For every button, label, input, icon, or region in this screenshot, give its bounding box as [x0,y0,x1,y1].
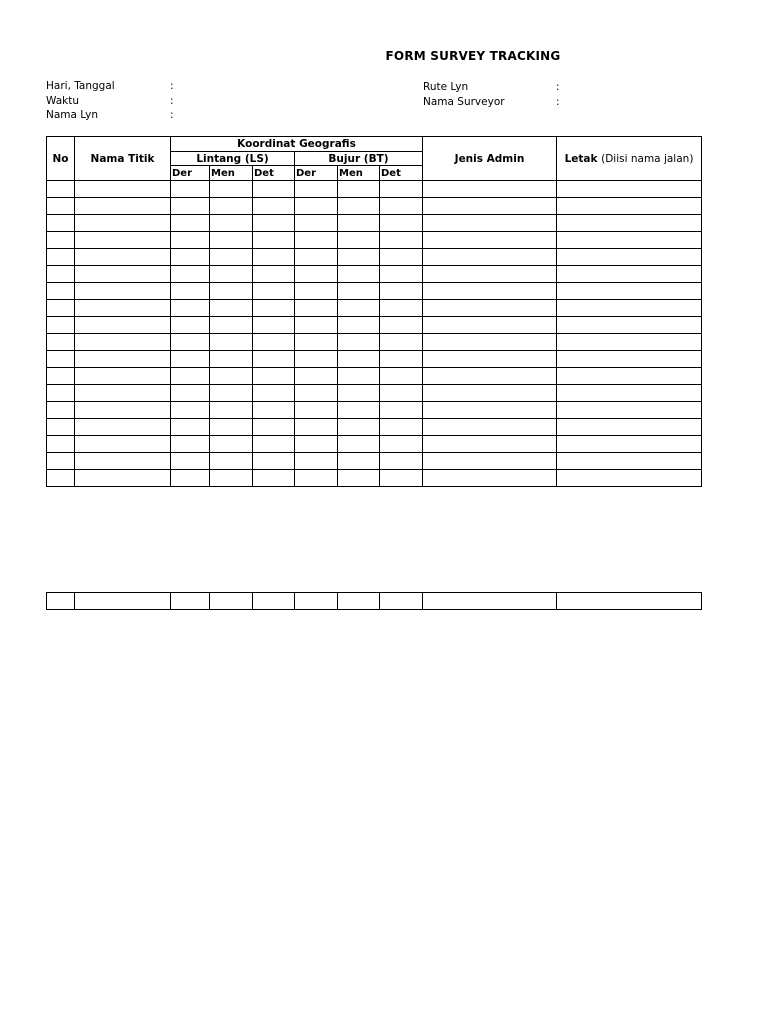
meta-field-rute-lyn [423,80,623,95]
meta-colon: : [170,94,174,107]
table-cell[interactable] [295,385,338,402]
table-cell[interactable] [171,334,210,351]
table-cell[interactable] [338,368,380,385]
table-cell[interactable] [338,215,380,232]
table-cell[interactable] [380,300,423,317]
table-cell[interactable] [253,385,295,402]
table-cell[interactable] [423,470,557,487]
table-cell[interactable] [295,266,338,283]
table-cell[interactable] [47,181,75,198]
table-cell[interactable] [47,215,75,232]
table-cell[interactable] [423,266,557,283]
table-cell[interactable] [423,334,557,351]
table-cell[interactable] [380,402,423,419]
table-cell[interactable] [47,419,75,436]
table-cell[interactable] [210,593,253,610]
table-cell[interactable] [423,181,557,198]
header-letak-note: (Diisi nama jalan) [601,152,694,165]
table-cell[interactable] [210,334,253,351]
table-cell[interactable] [47,470,75,487]
table-cell[interactable] [380,283,423,300]
table-cell[interactable] [557,453,702,470]
table-row [47,368,702,385]
table-cell[interactable] [338,453,380,470]
table-cell[interactable] [423,283,557,300]
table-row [47,351,702,368]
table-cell[interactable] [253,453,295,470]
table-row [47,266,702,283]
table-cell[interactable] [338,300,380,317]
table-cell[interactable] [557,300,702,317]
table-cell[interactable] [557,215,702,232]
table-cell[interactable] [75,334,171,351]
meta-colon: : [556,81,560,93]
table-cell[interactable] [295,317,338,334]
table-cell[interactable] [557,470,702,487]
header-koordinat-geografis: Koordinat Geografis [171,137,423,152]
table-cell[interactable] [210,181,253,198]
table-cell[interactable] [380,266,423,283]
table-cell[interactable] [171,181,210,198]
table-cell[interactable] [75,470,171,487]
table-cell[interactable] [253,181,295,198]
table-cell[interactable] [171,385,210,402]
table-row [47,198,702,215]
table-cell[interactable] [557,283,702,300]
table-row [47,317,702,334]
table-cell[interactable] [210,249,253,266]
table-cell[interactable] [171,317,210,334]
table-cell[interactable] [210,300,253,317]
table-cell[interactable] [423,215,557,232]
table-cell[interactable] [338,181,380,198]
table-cell[interactable] [171,215,210,232]
meta-label: Rute Lyn [423,81,469,93]
table-cell[interactable] [380,181,423,198]
meta-colon: : [170,80,174,92]
table-cell[interactable] [210,470,253,487]
table-cell[interactable] [47,249,75,266]
header-letak [557,137,702,181]
table-cell[interactable] [380,368,423,385]
table-cell[interactable] [47,300,75,317]
table-cell[interactable] [380,198,423,215]
table-cell[interactable] [557,385,702,402]
table-cell[interactable] [557,317,702,334]
table-cell[interactable] [557,436,702,453]
table-cell[interactable] [171,402,210,419]
table-cell[interactable] [47,402,75,419]
table-cell[interactable] [253,266,295,283]
table-cell[interactable] [557,419,702,436]
table-cell[interactable] [338,249,380,266]
table-cell[interactable] [557,249,702,266]
header-letak-label: Letak [564,152,598,165]
table-cell[interactable] [380,419,423,436]
table-cell[interactable] [253,300,295,317]
header-lintang-der: Der [171,166,210,181]
table-cell[interactable] [253,317,295,334]
table-cell[interactable] [380,385,423,402]
table-cell[interactable] [295,402,338,419]
table-cell[interactable] [338,232,380,249]
table-cell[interactable] [295,334,338,351]
meta-colon: : [170,109,174,121]
table-cell[interactable] [295,470,338,487]
meta-field-waktu [46,94,246,109]
table-cell[interactable] [253,436,295,453]
table-row [47,385,702,402]
table-cell[interactable] [47,453,75,470]
table-cell[interactable] [171,283,210,300]
meta-right-block [423,80,623,109]
table-cell[interactable] [295,215,338,232]
table-cell[interactable] [338,198,380,215]
table-cell[interactable] [210,215,253,232]
table-cell[interactable] [210,453,253,470]
table-cell[interactable] [47,334,75,351]
table-cell[interactable] [253,334,295,351]
header-bujur-der: Der [295,166,338,181]
table-cell[interactable] [380,453,423,470]
table-row [47,283,702,300]
meta-field-hari-tanggal [46,79,246,94]
table-cell[interactable] [557,351,702,368]
table-cell[interactable] [75,419,171,436]
table-cell[interactable] [171,368,210,385]
survey-table-extra [46,592,702,610]
table-cell[interactable] [423,232,557,249]
table-cell[interactable] [423,351,557,368]
table-cell[interactable] [210,436,253,453]
table-cell[interactable] [295,181,338,198]
table-cell[interactable] [253,232,295,249]
table-cell[interactable] [171,351,210,368]
table-cell[interactable] [75,593,171,610]
table-cell[interactable] [75,300,171,317]
table-cell[interactable] [253,351,295,368]
meta-colon: : [556,95,560,108]
form-title: FORM SURVEY TRACKING [385,49,561,63]
table-cell[interactable] [171,198,210,215]
table-cell[interactable] [253,249,295,266]
table-cell[interactable] [75,215,171,232]
table-cell[interactable] [557,181,702,198]
table-cell[interactable] [210,385,253,402]
table-cell[interactable] [295,453,338,470]
table-cell[interactable] [295,283,338,300]
table-cell[interactable] [171,300,210,317]
table-cell[interactable] [557,402,702,419]
table-cell[interactable] [295,300,338,317]
table-cell[interactable] [210,317,253,334]
table-cell[interactable] [338,317,380,334]
header-nama-titik: Nama Titik [75,137,171,181]
table-cell[interactable] [380,436,423,453]
table-cell[interactable] [210,198,253,215]
table-cell[interactable] [380,351,423,368]
table-cell[interactable] [295,249,338,266]
header-lintang-det: Det [253,166,295,181]
table-cell[interactable] [338,436,380,453]
table-cell[interactable] [75,385,171,402]
table-cell[interactable] [253,198,295,215]
table-cell[interactable] [47,351,75,368]
table-row [47,334,702,351]
table-cell[interactable] [295,368,338,385]
table-cell[interactable] [423,419,557,436]
survey-table-extra-body [47,593,702,610]
table-cell[interactable] [380,215,423,232]
table-cell[interactable] [423,300,557,317]
meta-left-block [46,79,246,123]
table-cell[interactable] [380,249,423,266]
table-cell[interactable] [75,453,171,470]
table-row [47,300,702,317]
table-cell[interactable] [295,351,338,368]
table-cell[interactable] [253,419,295,436]
table-cell[interactable] [171,419,210,436]
table-cell[interactable] [380,470,423,487]
table-cell[interactable] [47,283,75,300]
table-row [47,249,702,266]
table-cell[interactable] [47,385,75,402]
header-bujur-det: Det [380,166,423,181]
table-cell[interactable] [75,317,171,334]
table-cell[interactable] [171,453,210,470]
table-cell[interactable] [171,593,210,610]
header-no: No [47,137,75,181]
table-cell[interactable] [295,593,338,610]
table-cell[interactable] [171,470,210,487]
table-cell[interactable] [210,402,253,419]
table-cell[interactable] [557,593,702,610]
table-cell[interactable] [75,232,171,249]
table-cell[interactable] [47,593,75,610]
table-cell[interactable] [295,419,338,436]
meta-label: Nama Lyn [46,109,99,121]
table-cell[interactable] [423,436,557,453]
meta-field-nama-surveyor [423,95,623,110]
table-cell[interactable] [47,232,75,249]
table-cell[interactable] [253,593,295,610]
table-cell[interactable] [380,334,423,351]
table-cell[interactable] [338,334,380,351]
table-cell[interactable] [75,436,171,453]
table-cell[interactable] [47,317,75,334]
table-cell[interactable] [423,593,557,610]
table-cell[interactable] [338,351,380,368]
table-cell[interactable] [338,283,380,300]
table-cell[interactable] [557,266,702,283]
table-cell[interactable] [380,232,423,249]
table-row [47,470,702,487]
table-cell[interactable] [210,283,253,300]
table-cell[interactable] [253,470,295,487]
table-cell[interactable] [47,266,75,283]
meta-label: Hari, Tanggal [46,80,115,92]
table-cell[interactable] [210,232,253,249]
table-cell[interactable] [75,351,171,368]
table-cell[interactable] [253,215,295,232]
table-row [47,419,702,436]
meta-field-nama-lyn [46,108,246,123]
table-cell[interactable] [295,232,338,249]
table-cell[interactable] [423,453,557,470]
table-cell[interactable] [423,317,557,334]
survey-table [46,136,702,487]
survey-table-body [47,181,702,487]
table-cell[interactable] [338,385,380,402]
table-cell[interactable] [423,385,557,402]
table-row [47,436,702,453]
table-cell[interactable] [47,368,75,385]
table-cell[interactable] [253,283,295,300]
header-bujur-men: Men [338,166,380,181]
table-cell[interactable] [253,368,295,385]
table-cell[interactable] [75,266,171,283]
meta-label: Waktu [46,94,79,107]
table-row [47,232,702,249]
meta-label: Nama Surveyor [423,95,505,108]
table-cell[interactable] [75,402,171,419]
table-cell[interactable] [423,402,557,419]
table-cell[interactable] [557,368,702,385]
table-cell[interactable] [210,351,253,368]
table-cell[interactable] [338,419,380,436]
header-lintang-men: Men [210,166,253,181]
table-cell[interactable] [171,266,210,283]
table-cell[interactable] [47,198,75,215]
table-cell[interactable] [210,368,253,385]
header-lintang: Lintang (LS) [171,152,295,166]
table-cell[interactable] [423,249,557,266]
table-row [47,181,702,198]
table-cell[interactable] [75,198,171,215]
table-cell[interactable] [338,266,380,283]
table-cell[interactable] [557,334,702,351]
table-row [47,453,702,470]
table-row [47,593,702,610]
table-cell[interactable] [253,402,295,419]
table-cell[interactable] [338,470,380,487]
table-cell[interactable] [47,436,75,453]
table-cell[interactable] [380,317,423,334]
table-cell[interactable] [171,232,210,249]
table-row [47,215,702,232]
table-cell[interactable] [210,266,253,283]
table-cell[interactable] [423,368,557,385]
table-cell[interactable] [75,181,171,198]
table-cell[interactable] [210,419,253,436]
header-bujur: Bujur (BT) [295,152,423,166]
table-cell[interactable] [75,249,171,266]
table-cell[interactable] [338,402,380,419]
table-cell[interactable] [380,593,423,610]
table-cell[interactable] [557,232,702,249]
table-cell[interactable] [295,198,338,215]
table-cell[interactable] [171,436,210,453]
header-jenis-admin: Jenis Admin [423,137,557,181]
table-row [47,402,702,419]
table-cell[interactable] [75,283,171,300]
table-cell[interactable] [75,368,171,385]
table-cell[interactable] [295,436,338,453]
table-cell[interactable] [171,249,210,266]
table-cell[interactable] [557,198,702,215]
table-cell[interactable] [338,593,380,610]
table-cell[interactable] [423,198,557,215]
